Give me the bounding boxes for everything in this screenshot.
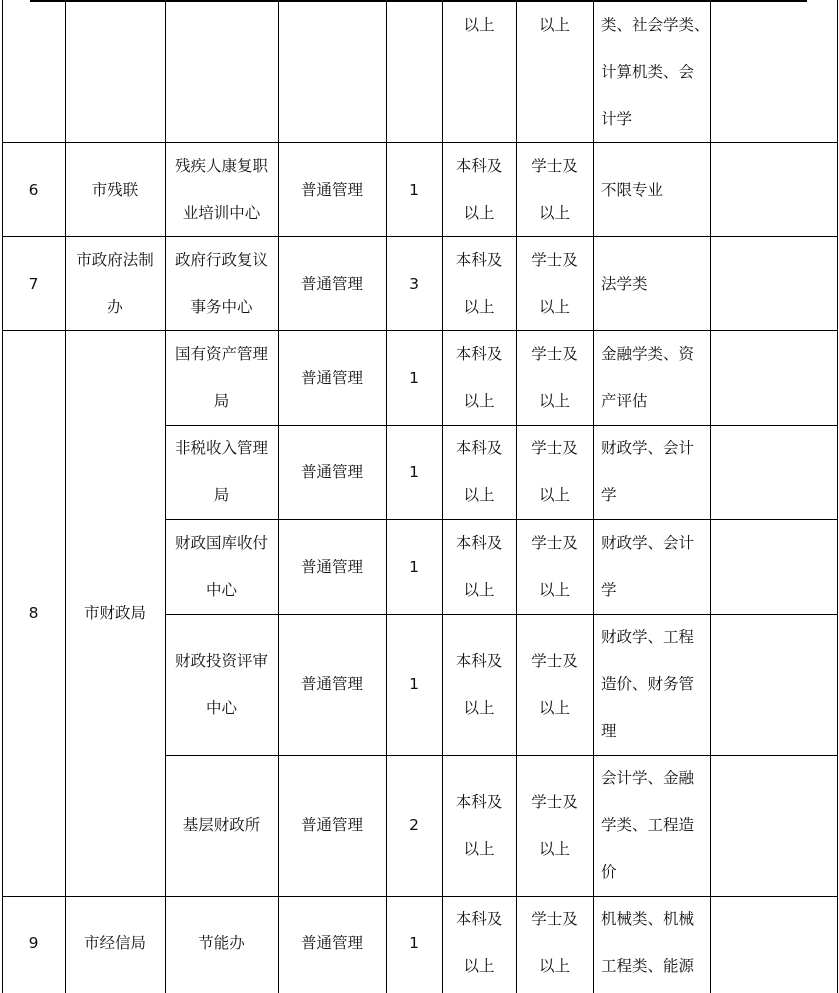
- cell-line: 学士及: [531, 792, 578, 811]
- cell-unit: [165, 237, 278, 331]
- column-divider: [593, 0, 594, 993]
- row-divider: [165, 519, 838, 520]
- row-divider: [165, 755, 838, 756]
- cell-major: [593, 425, 710, 519]
- cell-degree: [516, 425, 593, 519]
- cell-line: 法学类: [601, 274, 648, 293]
- table-border-left: [2, 0, 3, 993]
- cell-line: 以上: [463, 392, 495, 410]
- cell-line: 1: [409, 368, 419, 387]
- cell-line: 普通管理: [300, 274, 363, 293]
- cell-count: [386, 331, 442, 425]
- cell-line: 工程类、能源: [601, 957, 695, 975]
- column-divider: [386, 0, 387, 993]
- row-divider: [2, 330, 838, 331]
- row-divider: [2, 896, 838, 897]
- cell-count: [386, 755, 442, 896]
- cell-seq: [2, 331, 65, 896]
- cell-line: 8: [28, 604, 39, 622]
- cell-line: 事务中心: [190, 298, 253, 316]
- cell-line: 学: [601, 486, 617, 504]
- cell-line: 本科及: [455, 792, 503, 811]
- cell-education-cont: [442, 2, 516, 49]
- cell-line: 2: [409, 816, 419, 834]
- cell-line: 1: [409, 463, 419, 481]
- cell-line: 产评估: [601, 392, 648, 410]
- cell-line: 办: [107, 298, 123, 316]
- cell-category: [278, 143, 386, 237]
- cell-line: 学士及: [531, 534, 578, 552]
- cell-dept: [65, 331, 165, 896]
- cell-degree: [516, 331, 593, 425]
- cell-line: 以上: [538, 698, 570, 717]
- cell-line: 以上: [538, 581, 570, 599]
- cell-line: 学士及: [531, 910, 578, 928]
- row-divider: [2, 236, 838, 237]
- cell-degree: [516, 520, 593, 614]
- cell-line: 9: [28, 934, 39, 952]
- cell-line: 节能办: [198, 934, 245, 952]
- cell-education: [442, 896, 516, 990]
- cell-line: 1: [409, 557, 419, 576]
- cell-unit: [165, 755, 278, 896]
- cell-line: 本科及: [455, 910, 503, 928]
- cell-education: [442, 614, 516, 755]
- cell-line: 6: [28, 180, 39, 199]
- cell-line: 普通管理: [300, 557, 363, 576]
- cell-line: 本科及: [455, 534, 503, 552]
- cell-category: [278, 425, 386, 520]
- cell-line: 以上: [463, 957, 495, 975]
- cell-line: 以上: [463, 16, 495, 34]
- row-divider: [165, 614, 838, 615]
- cell-line: 中心: [205, 698, 237, 717]
- cell-count: [386, 237, 442, 331]
- cell-category: [278, 237, 386, 331]
- cell-line: 以上: [538, 957, 570, 975]
- cell-major: [593, 755, 710, 896]
- cell-line: 类、社会学类、: [601, 16, 710, 34]
- cell-unit: [165, 143, 278, 237]
- cell-line: 以上: [538, 298, 570, 316]
- cell-count: [386, 520, 442, 614]
- cell-line: 学士及: [531, 157, 578, 175]
- cell-line: 造价、财务管: [601, 675, 695, 693]
- cell-line: 理: [601, 722, 617, 740]
- cell-seq: [2, 896, 65, 991]
- cell-education: [442, 425, 516, 519]
- cell-dept: [65, 896, 165, 991]
- cell-line: 学士及: [531, 439, 578, 457]
- column-divider: [278, 0, 279, 993]
- cell-line: 计学: [601, 110, 633, 128]
- cell-line: 以上: [463, 581, 495, 599]
- cell-line: 政府行政复议: [174, 251, 268, 269]
- cell-line: 本科及: [455, 651, 503, 670]
- cell-degree: [516, 896, 593, 990]
- cell-dept: [65, 237, 165, 331]
- cell-line: 国有资产管理: [174, 345, 268, 363]
- row-divider: [2, 142, 838, 143]
- cell-line: 以上: [463, 698, 495, 717]
- cell-unit: [165, 896, 278, 991]
- cell-line: 1: [409, 675, 419, 693]
- table-border-right: [837, 0, 838, 993]
- cell-line: 学士及: [531, 651, 578, 670]
- cell-line: 以上: [463, 298, 495, 316]
- cell-line: 普通管理: [300, 934, 363, 952]
- cell-dept: [65, 143, 165, 237]
- cell-line: 本科及: [455, 251, 503, 269]
- cell-line: 普通管理: [300, 816, 363, 834]
- cell-major: [593, 896, 710, 990]
- cell-line: 学士及: [531, 345, 578, 363]
- cell-line: 局: [213, 392, 230, 410]
- cell-line: 3: [409, 274, 419, 293]
- cell-count: [386, 896, 442, 991]
- cell-line: 学类、工程造: [601, 816, 695, 834]
- cell-line: 以上: [463, 486, 495, 504]
- cell-degree: [516, 143, 593, 237]
- cell-seq: [2, 237, 65, 331]
- cell-degree: [516, 614, 593, 755]
- cell-category: [278, 614, 386, 755]
- cell-major: [593, 143, 710, 237]
- cell-unit: [165, 520, 278, 614]
- cell-degree: [516, 237, 593, 331]
- column-divider: [65, 0, 66, 993]
- cell-line: 普通管理: [300, 180, 363, 199]
- cell-line: 市财政局: [83, 604, 146, 622]
- cell-line: 普通管理: [300, 675, 363, 693]
- cell-unit: [165, 331, 278, 425]
- cell-unit: [165, 614, 278, 755]
- cell-line: 以上: [463, 204, 495, 222]
- cell-education: [442, 237, 516, 331]
- column-divider: [516, 0, 517, 993]
- cell-line: 学: [601, 581, 617, 599]
- cell-line: 财政学、会计: [601, 534, 695, 552]
- cell-line: 基层财政所: [182, 816, 261, 834]
- cell-line: 价: [601, 863, 617, 881]
- table-border-top: [30, 0, 807, 2]
- cell-line: 以上: [538, 839, 570, 858]
- cell-line: 财政学、工程: [601, 628, 695, 646]
- cell-line: 残疾人康复职: [174, 157, 268, 175]
- cell-line: 1: [409, 180, 419, 199]
- cell-category: [278, 331, 386, 425]
- cell-line: 市残联: [91, 180, 139, 199]
- cell-line: 以上: [463, 839, 495, 858]
- cell-line: 1: [409, 934, 419, 952]
- cell-line: 普通管理: [300, 368, 363, 387]
- column-divider: [710, 0, 711, 993]
- cell-line: 以上: [538, 204, 570, 222]
- cell-education: [442, 143, 516, 237]
- cell-count: [386, 614, 442, 755]
- cell-line: 财政国库收付: [174, 534, 268, 552]
- cell-education: [442, 331, 516, 425]
- column-divider: [165, 0, 166, 993]
- cell-line: 机械类、机械: [601, 910, 695, 928]
- cell-line: 金融学类、资: [601, 345, 695, 363]
- cell-count: [386, 143, 442, 237]
- cell-unit: [165, 425, 278, 519]
- cell-line: 中心: [205, 581, 237, 599]
- cell-line: 财政学、会计: [601, 439, 695, 457]
- column-divider: [442, 0, 443, 993]
- cell-seq: [2, 143, 65, 237]
- row-divider: [165, 425, 838, 426]
- cell-line: 本科及: [455, 345, 503, 363]
- cell-line: 财政投资评审: [174, 651, 268, 670]
- cell-line: 以上: [538, 392, 570, 410]
- cell-major: [593, 614, 710, 755]
- cell-category: [278, 520, 386, 614]
- cell-line: 业培训中心: [182, 204, 261, 222]
- cell-major-cont: [593, 2, 710, 143]
- cell-line: 本科及: [455, 439, 503, 457]
- cell-line: 本科及: [455, 157, 503, 175]
- cell-count: [386, 425, 442, 520]
- cell-major: [593, 520, 710, 614]
- cell-major: [593, 331, 710, 425]
- cell-major: [593, 237, 710, 331]
- cell-degree-cont: [516, 2, 593, 49]
- cell-line: 局: [213, 486, 230, 504]
- cell-line: 7: [28, 274, 39, 293]
- cell-education: [442, 755, 516, 896]
- cell-line: 非税收入管理: [174, 439, 268, 457]
- cell-line: 以上: [538, 16, 570, 34]
- cell-line: 不限专业: [601, 180, 664, 199]
- cell-line: 以上: [538, 486, 570, 504]
- cell-line: 普通管理: [300, 463, 363, 481]
- cell-category: [278, 755, 386, 896]
- cell-line: 会计学、金融: [601, 769, 695, 787]
- cell-education: [442, 520, 516, 614]
- cell-line: 计算机类、会: [601, 63, 695, 81]
- cell-line: 市政府法制: [76, 251, 154, 269]
- cell-degree: [516, 755, 593, 896]
- cell-category: [278, 896, 386, 991]
- cell-line: 市经信局: [83, 934, 146, 952]
- cell-line: 学士及: [531, 251, 578, 269]
